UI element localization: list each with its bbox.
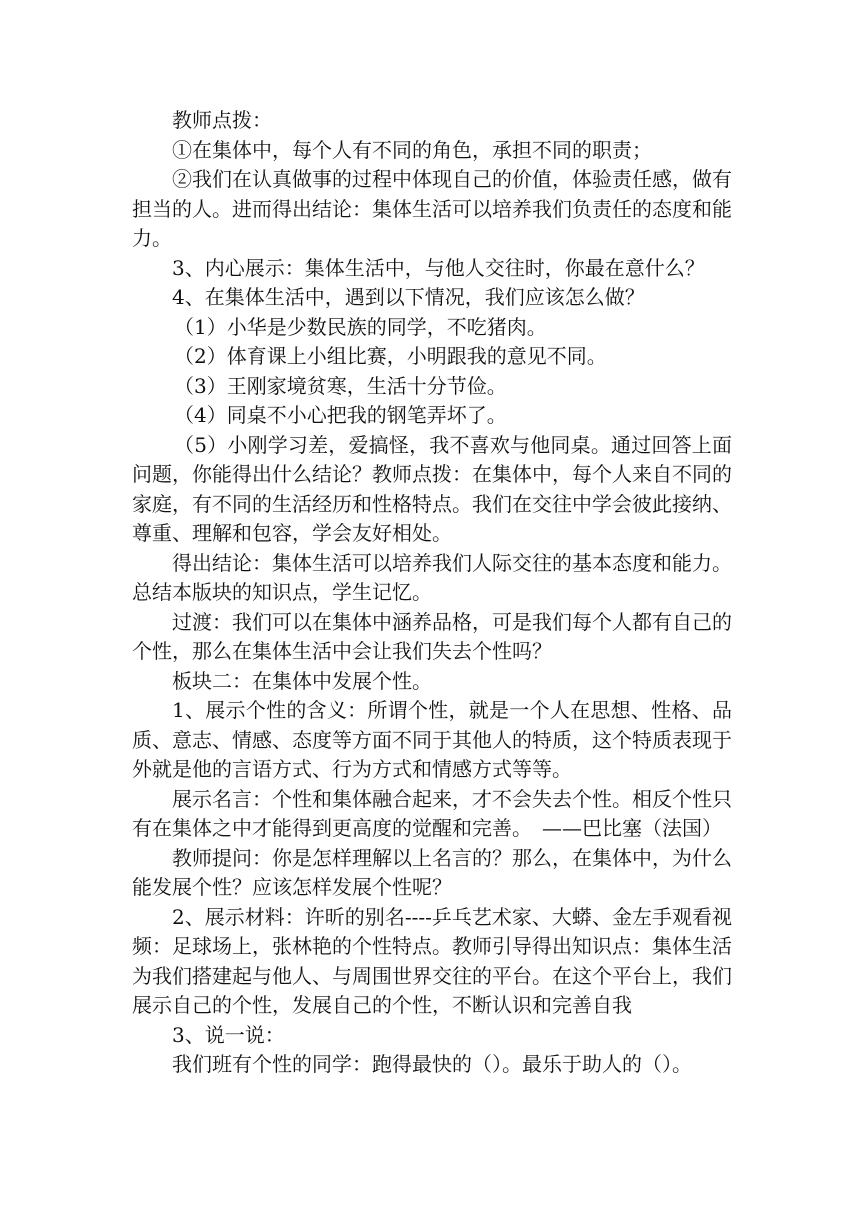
paragraph-classmates-fill-in: 我们班有个性的同学：跑得最快的（）。最乐于助人的（）。	[172, 1052, 692, 1076]
paragraph-section-two-heading: 板块二：在集体中发展个性。	[172, 668, 432, 693]
paragraph-situations-question: 4、在集体生活中，遇到以下情况，我们应该怎么做？	[172, 285, 645, 309]
paragraph-discussion-heading: 3、说一说：	[172, 1022, 285, 1047]
document-body	[132, 106, 732, 1080]
paragraph-personality-definition: 1、展示个性的含义：所谓个性，就是一个人在思想、性格、品质、意志、情感、态度等方面不同于其他人的特质，这个特质表现于外就是他的言语方式、行为方式和情感方式等等。	[132, 698, 732, 781]
paragraph-situation-4: （4）同桌不小心把我的钢笔弄坏了。	[174, 403, 507, 427]
paragraph-point-1: ①在集体中，每个人有不同的角色，承担不同的职责；	[172, 137, 652, 162]
paragraph-transition: 过渡：我们可以在集体中涵养品格，可是我们每个人都有自己的个性，那么在集体生活中会让我们失去个性吗？	[132, 609, 732, 663]
paragraph-conclusion: 得出结论：集体生活可以培养我们人际交往的基本态度和能力。总结本版块的知识点，学生记忆。	[132, 550, 732, 604]
paragraph-point-2: ②我们在认真做事的过程中体现自己的价值，体验责任感，做有担当的人。进而得出结论：集体生活可以培养我们负责任的态度和能力。	[132, 167, 732, 250]
paragraph-famous-quote: 展示名言：个性和集体融合起来，才不会失去个性。相反个性只有在集体之中才能得到更高度的觉醒和完善。 ——巴比塞（法国）	[132, 786, 732, 840]
paragraph-inner-display: 3、内心展示：集体生活中，与他人交往时，你最在意什么？	[172, 255, 705, 280]
paragraph-materials: 2、展示材料：许昕的别名----乒乓艺术家、大蟒、金左手观看视频：足球场上，张林艳的个性特点。教师引导得出知识点：集体生活为我们搭建起与他人、与周围世界交往的平台。在这个平台上，我们展示自己的个性，发展自己的个性，不断认识和完善自我	[132, 904, 732, 1017]
paragraph-teacher-question: 教师提问：你是怎样理解以上名言的？那么，在集体中，为什么能发展个性？应该怎样发展个性呢？	[132, 845, 732, 899]
paragraph-teacher-hint-heading: 教师点拨：	[172, 108, 272, 132]
paragraph-situation-1: （1）小华是少数民族的同学，不吃猪肉。	[174, 314, 547, 339]
paragraph-situation-3: （3）王刚家境贫寒，生活十分节俭。	[174, 373, 507, 398]
paragraph-situation-5: （5）小刚学习差，爱搞怪，我不喜欢与他同桌。通过回答上面问题，你能得出什么结论？教师点拨：在集体中，每个人来自不同的家庭，有不同的生活经历和性格特点。我们在交往中学会彼此接纳、尊重、理解和包容，学会友好相处。	[132, 432, 732, 545]
paragraph-situation-2: （2）体育课上小组比赛，小明跟我的意见不同。	[174, 344, 607, 368]
